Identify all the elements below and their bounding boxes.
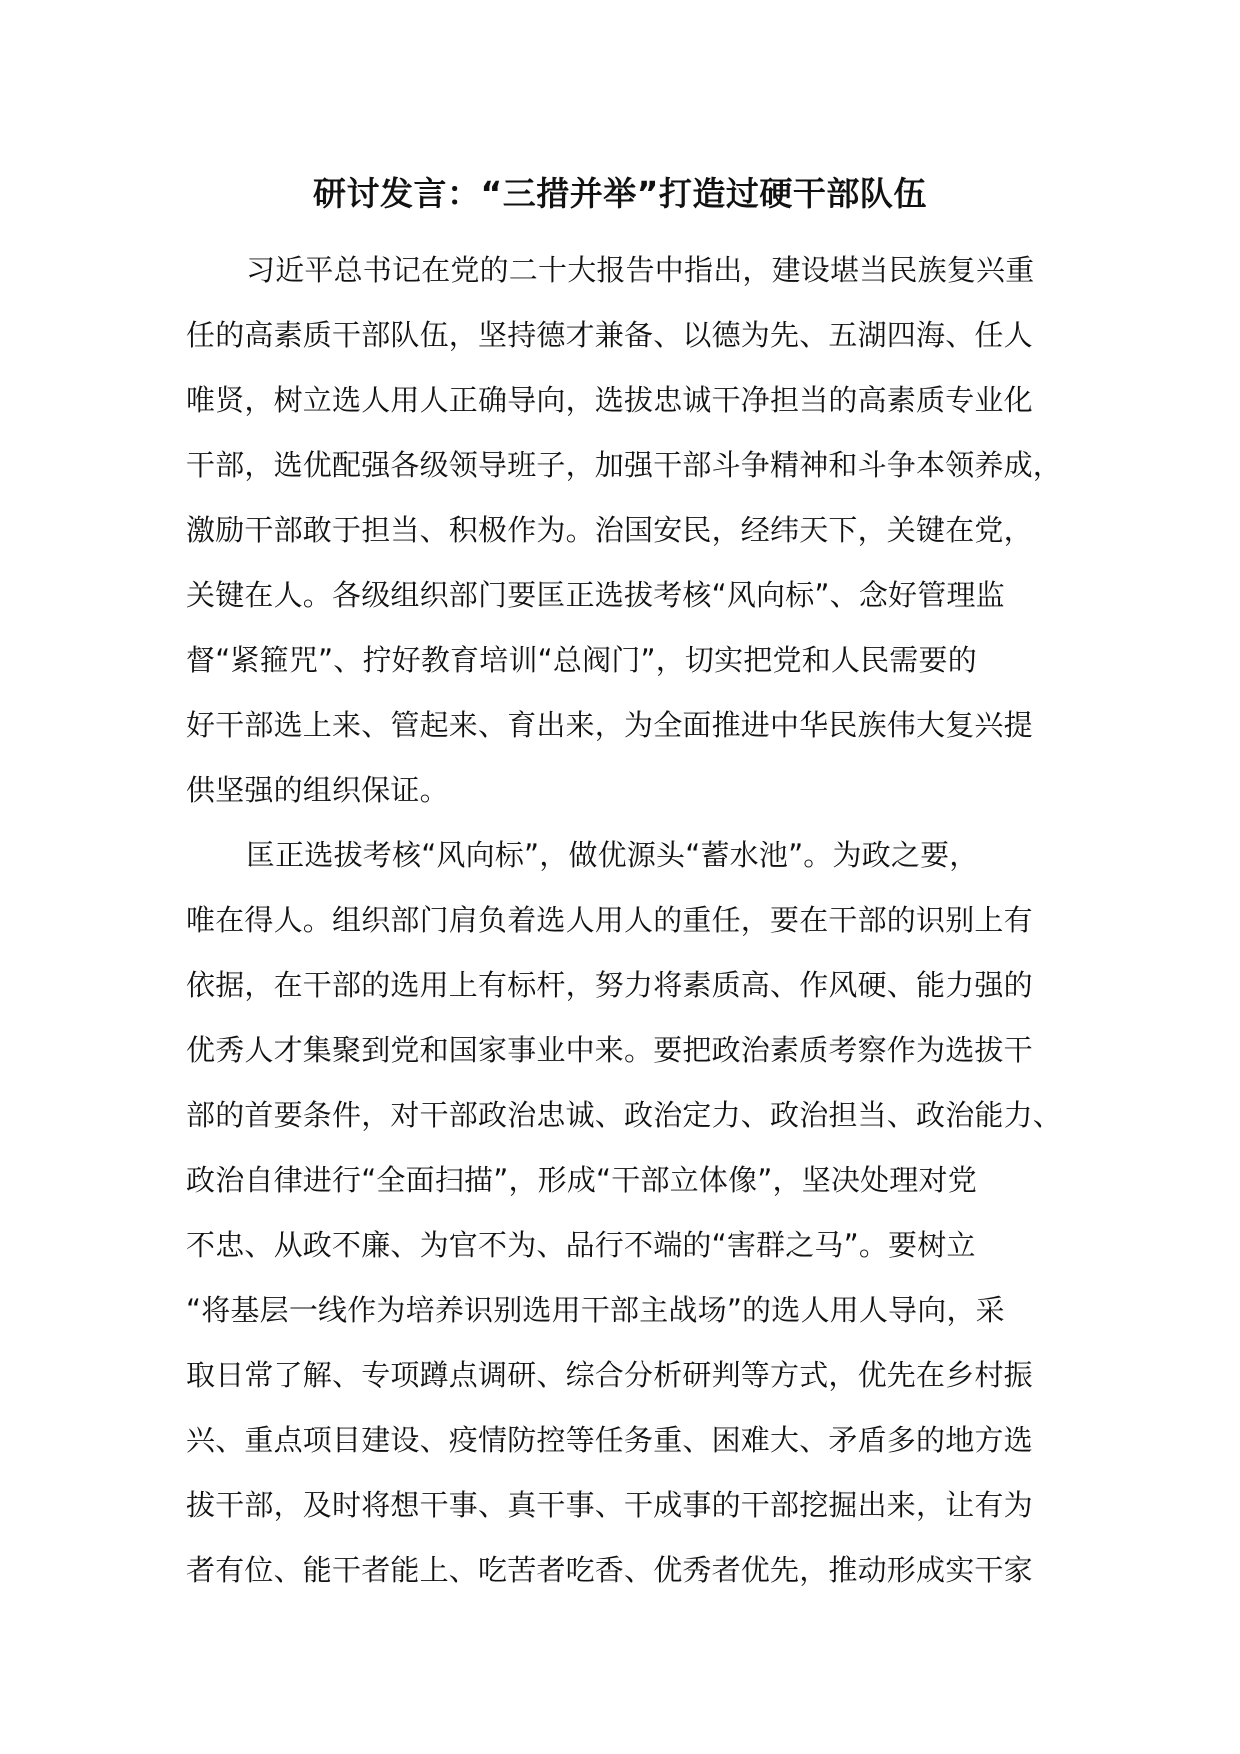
paragraph-line: 好干部选上来、管起来、育出来，为全面推进中华民族伟大复兴提 bbox=[186, 708, 1033, 742]
paragraph-line: 拔干部，及时将想干事、真干事、干成事的干部挖掘出来，让有为 bbox=[186, 1488, 1033, 1522]
paragraph-line: 政治自律进行“全面扫描”，形成“干部立体像”，坚决处理对党 bbox=[186, 1163, 977, 1197]
paragraph-line: 不忠、从政不廉、为官不为、品行不端的“害群之马”。要树立 bbox=[186, 1228, 976, 1262]
document-title: 研讨发言：“三措并举”打造过硬干部队伍 bbox=[313, 174, 927, 213]
document-body bbox=[186, 238, 1066, 1603]
paragraph-line: 任的高素质干部队伍，坚持德才兼备、以德为先、五湖四海、任人 bbox=[186, 318, 1033, 352]
paragraph-line: 供坚强的组织保证。 bbox=[186, 773, 449, 807]
paragraph-line: 干部，选优配强各级领导班子，加强干部斗争精神和斗争本领养成， bbox=[186, 448, 1063, 482]
paragraph-line: 依据，在干部的选用上有标杆，努力将素质高、作风硬、能力强的 bbox=[186, 968, 1033, 1002]
paragraph-line: 唯贤，树立选人用人正确导向，选拔忠诚干净担当的高素质专业化 bbox=[186, 383, 1033, 417]
paragraph-line: 优秀人才集聚到党和国家事业中来。要把政治素质考察作为选拔干 bbox=[186, 1033, 1033, 1067]
paragraph-line: 匡正选拔考核“风向标”，做优源头“蓄水池”。为政之要， bbox=[246, 838, 979, 872]
paragraph-line: 取日常了解、专项蹲点调研、综合分析研判等方式，优先在乡村振 bbox=[186, 1358, 1033, 1392]
paragraph-line: 督“紧箍咒”、拧好教育培训“总阀门”，切实把党和人民需要的 bbox=[186, 643, 977, 677]
paragraph-line: 部的首要条件，对干部政治忠诚、政治定力、政治担当、政治能力、 bbox=[186, 1098, 1063, 1132]
paragraph-line: “将基层一线作为培养识别选用干部主战场”的选人用人导向，采 bbox=[186, 1293, 1005, 1327]
paragraph-line: 者有位、能干者能上、吃苦者吃香、优秀者优先，推动形成实干家 bbox=[186, 1553, 1033, 1587]
paragraph-line: 关键在人。各级组织部门要匡正选拔考核“风向标”、念好管理监 bbox=[186, 578, 1005, 612]
paragraph-line: 习近平总书记在党的二十大报告中指出，建设堪当民族复兴重 bbox=[246, 253, 1035, 287]
paragraph-line: 激励干部敢于担当、积极作为。治国安民，经纬天下，关键在党， bbox=[186, 513, 1033, 547]
paragraph-line: 兴、重点项目建设、疫情防控等任务重、困难大、矛盾多的地方选 bbox=[186, 1423, 1033, 1457]
paragraph-line: 唯在得人。组织部门肩负着选人用人的重任，要在干部的识别上有 bbox=[186, 903, 1033, 937]
